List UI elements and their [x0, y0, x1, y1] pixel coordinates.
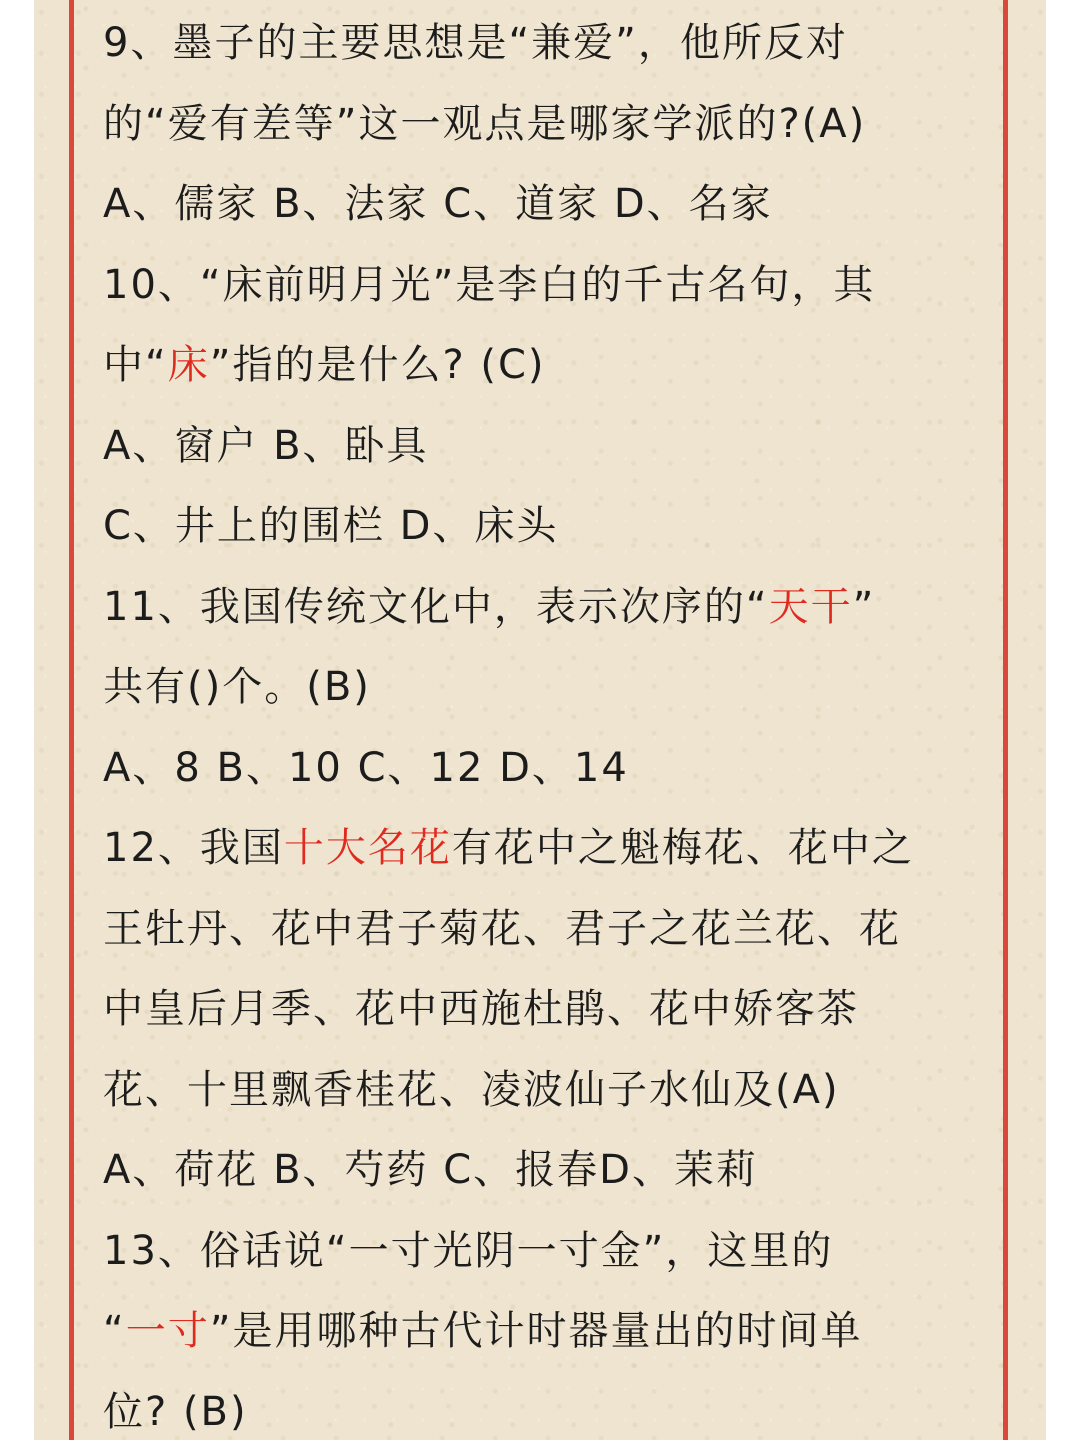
text-line	[103, 567, 983, 648]
text-segment: 有花中之魁梅花、花中之	[452, 825, 914, 871]
text-segment: 11、我国传统文化中，表示次序的“	[103, 584, 769, 630]
text-line	[103, 808, 983, 889]
text-segment: 中“	[103, 342, 168, 388]
text-line	[103, 889, 983, 970]
text-segment: ”	[853, 584, 876, 630]
text-line	[103, 245, 983, 326]
text-line	[103, 164, 983, 245]
text-line	[103, 728, 983, 809]
text-segment: 中皇后月季、花中西施杜鹃、花中娇客茶	[103, 986, 859, 1032]
text-line	[103, 406, 983, 487]
text-segment: ”指的是什么? (C)	[210, 342, 546, 388]
highlighted-term: 天干	[769, 584, 853, 630]
left-margin-rule	[69, 0, 74, 1440]
text-segment: A、儒家 B、法家 C、道家 D、名家	[103, 181, 773, 227]
text-line	[103, 325, 983, 406]
text-segment: 的“爱有差等”这一观点是哪家学派的?(A)	[103, 101, 866, 147]
text-segment: A、窗户 B、卧具	[103, 423, 429, 469]
quiz-text	[103, 0, 983, 1452]
right-margin-rule	[1003, 0, 1008, 1440]
text-line	[103, 3, 983, 84]
text-segment: 13、俗话说“一寸光阴一寸金”，这里的	[103, 1228, 833, 1274]
highlighted-term: 床	[168, 342, 210, 388]
text-segment: 花、十里飘香桂花、凌波仙子水仙及(A)	[103, 1067, 840, 1113]
text-segment: A、8 B、10 C、12 D、14	[103, 745, 629, 791]
text-line	[103, 647, 983, 728]
text-line	[103, 486, 983, 567]
text-segment: 位? (B)	[103, 1389, 248, 1435]
text-line	[103, 1130, 983, 1211]
text-segment: 共有()个。(B)	[103, 664, 371, 710]
text-segment: A、荷花 B、芍药 C、报春D、茉莉	[103, 1147, 758, 1193]
text-line	[103, 1291, 983, 1372]
text-segment: 12、我国	[103, 825, 284, 871]
text-segment: C、井上的围栏 D、床头	[103, 503, 558, 549]
text-segment: 王牡丹、花中君子菊花、君子之花兰花、花	[103, 906, 901, 952]
text-segment: 9、墨子的主要思想是“兼爱”，他所反对	[103, 20, 848, 66]
text-segment: 10、“床前明月光”是李白的千古名句，其	[103, 262, 875, 308]
highlighted-term: 十大名花	[284, 825, 452, 871]
text-line	[103, 1211, 983, 1292]
text-segment: ”是用哪种古代计时器量出的时间单	[210, 1308, 863, 1354]
text-segment: “	[103, 1308, 126, 1354]
highlighted-term: 一寸	[126, 1308, 210, 1354]
text-line	[103, 1050, 983, 1131]
text-line	[103, 84, 983, 165]
text-line	[103, 969, 983, 1050]
